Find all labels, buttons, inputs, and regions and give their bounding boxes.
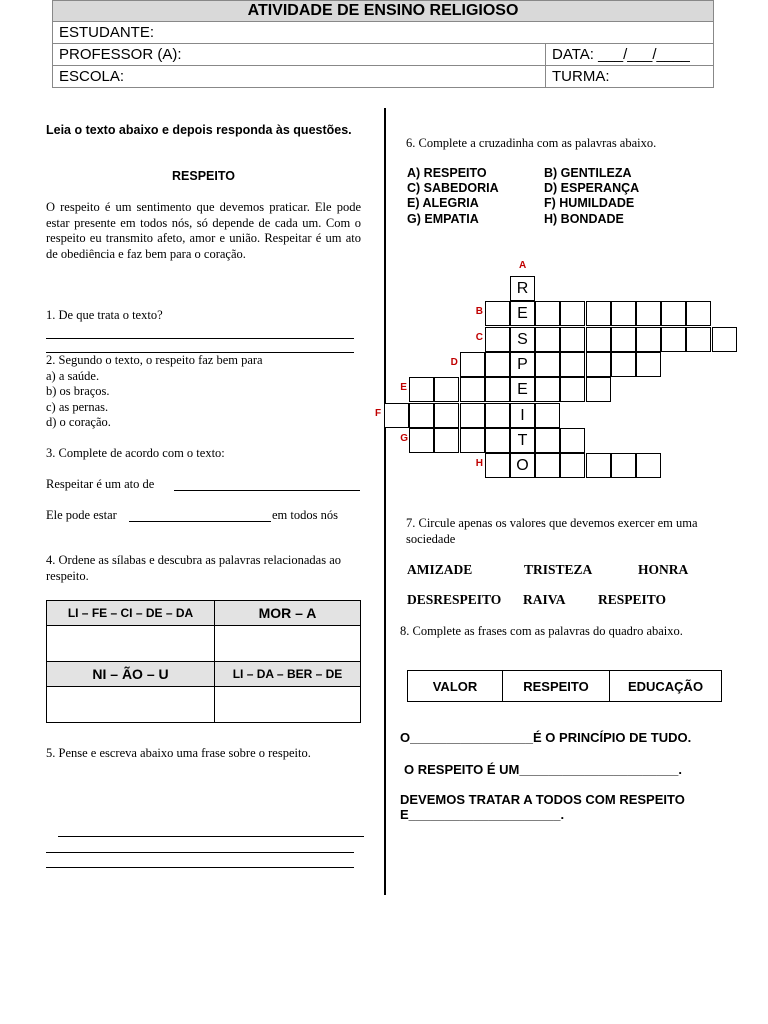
option-h: H) BONDADE xyxy=(544,212,624,226)
question-2: 2. Segundo o texto, o respeito faz bem para xyxy=(46,353,263,367)
crossword-cell[interactable] xyxy=(485,377,510,402)
sentence-3a: DEVEMOS TRATAR A TODOS COM RESPEITO xyxy=(400,792,685,807)
crossword-cell[interactable] xyxy=(384,403,409,428)
option-c: C) SABEDORIA xyxy=(407,181,499,195)
crossword-cell[interactable] xyxy=(560,352,585,377)
crossword-cell[interactable] xyxy=(485,428,510,453)
text-title: RESPEITO xyxy=(172,169,235,183)
crossword-cell[interactable] xyxy=(460,403,485,428)
school-field[interactable]: ESCOLA: xyxy=(53,66,546,88)
crossword-cell[interactable] xyxy=(409,403,434,428)
option-a: A) RESPEITO xyxy=(407,166,487,180)
crossword-cell[interactable] xyxy=(434,377,459,402)
answer-line-q1b[interactable] xyxy=(46,352,354,353)
option-b: B) GENTILEZA xyxy=(544,166,632,180)
answer-line-q3b[interactable] xyxy=(129,521,271,522)
question-5: 5. Pense e escreva abaixo uma frase sobre o respeito. xyxy=(46,746,311,760)
syllable-1: LI – FE – CI – DE – DA xyxy=(47,601,215,626)
crossword-key-letter[interactable]: T xyxy=(510,428,535,453)
crossword-cell[interactable] xyxy=(434,403,459,428)
answer-line-q5-3[interactable] xyxy=(46,867,354,868)
crossword-cell[interactable] xyxy=(586,377,611,402)
crossword-clue-label: B xyxy=(475,306,484,318)
crossword-cell[interactable] xyxy=(434,428,459,453)
syllable-4: LI – DA – BER – DE xyxy=(215,662,361,687)
answer-line-q3a[interactable] xyxy=(174,490,360,491)
option-d: D) ESPERANÇA xyxy=(544,181,640,195)
answer-line-q5-2[interactable] xyxy=(46,852,354,853)
q2-option-c[interactable]: c) as pernas. xyxy=(46,400,109,414)
reading-text: O respeito é um sentimento que devemos praticar. Ele pode estar presente em todos nós, só depende de cada um. Com o respeito eu transmito afeto, amor e união. Respeitar é um ato de obediência e faz bem para o coração. xyxy=(46,200,361,261)
crossword-cell[interactable] xyxy=(636,352,661,377)
crossword-cell[interactable] xyxy=(535,403,560,428)
crossword-cell[interactable] xyxy=(686,327,711,352)
crossword-cell[interactable] xyxy=(460,352,485,377)
crossword-cell[interactable] xyxy=(686,301,711,326)
value-word-2[interactable]: TRISTEZA xyxy=(524,562,593,577)
crossword-cell[interactable] xyxy=(611,352,636,377)
crossword-cell[interactable] xyxy=(586,352,611,377)
teacher-field[interactable]: PROFESSOR (A): xyxy=(53,44,546,66)
crossword-cell[interactable] xyxy=(560,377,585,402)
column-divider xyxy=(384,108,386,895)
crossword-cell[interactable] xyxy=(712,327,737,352)
value-word-1[interactable]: AMIZADE xyxy=(407,562,473,577)
crossword-clue-label: C xyxy=(475,331,484,343)
crossword-clue-label: G xyxy=(400,432,408,444)
date-field[interactable]: DATA: ___/___/____ xyxy=(546,44,714,66)
crossword-cell[interactable] xyxy=(611,301,636,326)
crossword-key-letter[interactable]: R xyxy=(510,276,535,301)
crossword-clue-label: H xyxy=(475,458,484,470)
class-field[interactable]: TURMA: xyxy=(546,66,714,88)
crossword-cell[interactable] xyxy=(586,301,611,326)
sentence-1[interactable]: O_________________É O PRINCÍPIO DE TUDO. xyxy=(400,730,692,745)
sentence-3b[interactable]: E_____________________. xyxy=(400,807,565,822)
crossword-cell[interactable] xyxy=(560,428,585,453)
crossword-cell[interactable] xyxy=(611,327,636,352)
crossword-clue-label: A xyxy=(519,260,527,271)
crossword-cell[interactable] xyxy=(535,327,560,352)
crossword-cell[interactable] xyxy=(535,352,560,377)
crossword-cell[interactable] xyxy=(485,403,510,428)
crossword-key-letter[interactable]: P xyxy=(510,352,535,377)
syllable-table xyxy=(46,600,361,723)
crossword-cell[interactable] xyxy=(460,377,485,402)
crossword-cell[interactable] xyxy=(560,327,585,352)
crossword-cell[interactable] xyxy=(535,428,560,453)
syllable-2: MOR – A xyxy=(215,601,361,626)
q2-option-d[interactable]: d) o coração. xyxy=(46,415,111,429)
word-educacao: EDUCAÇÃO xyxy=(610,671,722,702)
word-valor: VALOR xyxy=(408,671,503,702)
question-8: 8. Complete as frases com as palavras do quadro abaixo. xyxy=(400,624,683,638)
option-g: G) EMPATIA xyxy=(407,212,479,226)
crossword-cell[interactable] xyxy=(586,453,611,478)
crossword-cell[interactable] xyxy=(586,327,611,352)
crossword-key-letter[interactable]: E xyxy=(510,377,535,402)
header-table xyxy=(52,0,714,88)
crossword-cell[interactable] xyxy=(611,453,636,478)
option-f: F) HUMILDADE xyxy=(544,196,635,210)
syllable-answer-1[interactable] xyxy=(47,626,215,662)
worksheet-title: ATIVIDADE DE ENSINO RELIGIOSO xyxy=(53,1,714,22)
syllable-3: NI – ÃO – U xyxy=(47,662,215,687)
value-word-3[interactable]: HONRA xyxy=(638,562,689,577)
question-6: 6. Complete a cruzadinha com as palavras abaixo. xyxy=(406,136,657,150)
sentence-2[interactable]: O RESPEITO É UM______________________. xyxy=(404,762,683,777)
q3-b-suffix: em todos nós xyxy=(272,508,338,522)
answer-line-q5-1[interactable] xyxy=(58,836,364,837)
value-word-5[interactable]: RAIVA xyxy=(523,592,566,607)
value-word-4[interactable]: DESRESPEITO xyxy=(407,592,502,607)
syllable-answer-4[interactable] xyxy=(215,687,361,723)
question-1: 1. De que trata o texto? xyxy=(46,308,163,322)
crossword-cell[interactable] xyxy=(661,327,686,352)
crossword-cell[interactable] xyxy=(535,377,560,402)
question-7: 7. Circule apenas os valores que devemos exercer em uma sociedade xyxy=(406,516,698,546)
crossword-cell[interactable] xyxy=(535,301,560,326)
crossword-cell[interactable] xyxy=(460,428,485,453)
crossword-clue-label: D xyxy=(450,356,458,368)
intro-text: Leia o texto abaixo e depois responda às questões. xyxy=(46,123,352,137)
crossword-clue-label: F xyxy=(375,407,382,419)
crossword-cell[interactable] xyxy=(485,301,510,326)
syllable-answer-2[interactable] xyxy=(215,626,361,662)
answer-line-q1[interactable] xyxy=(46,338,354,339)
q3-b-prefix: Ele pode estar xyxy=(46,508,117,522)
crossword-cell[interactable] xyxy=(636,301,661,326)
crossword-clue-label: E xyxy=(400,382,407,394)
option-e: E) ALEGRIA xyxy=(407,196,479,210)
crossword-cell[interactable] xyxy=(485,352,510,377)
crossword-key-letter[interactable]: O xyxy=(510,453,535,478)
crossword-cell[interactable] xyxy=(636,327,661,352)
question-3: 3. Complete de acordo com o texto: xyxy=(46,446,225,460)
crossword-cell[interactable] xyxy=(636,453,661,478)
crossword-cell[interactable] xyxy=(661,301,686,326)
word-respeito: RESPEITO xyxy=(503,671,610,702)
value-word-6[interactable]: RESPEITO xyxy=(598,592,667,607)
crossword-key-letter[interactable]: I xyxy=(510,403,535,428)
crossword-cell[interactable] xyxy=(409,377,434,402)
crossword-key-letter[interactable]: S xyxy=(510,327,535,352)
q3-a-prefix: Respeitar é um ato de xyxy=(46,477,155,491)
crossword-key-letter[interactable]: E xyxy=(510,301,535,326)
crossword-cell[interactable] xyxy=(560,453,585,478)
q2-option-a[interactable]: a) a saúde. xyxy=(46,369,100,383)
q2-option-b[interactable]: b) os braços. xyxy=(46,384,110,398)
question-4: 4. Ordene as sílabas e descubra as palavras relacionadas ao respeito. xyxy=(46,553,342,583)
crossword-cell[interactable] xyxy=(485,453,510,478)
crossword-cell[interactable] xyxy=(560,301,585,326)
crossword-cell[interactable] xyxy=(485,327,510,352)
syllable-answer-3[interactable] xyxy=(47,687,215,723)
word-box xyxy=(407,670,722,702)
student-field[interactable]: ESTUDANTE: xyxy=(53,22,714,44)
crossword-cell[interactable] xyxy=(535,453,560,478)
crossword-cell[interactable] xyxy=(409,428,434,453)
